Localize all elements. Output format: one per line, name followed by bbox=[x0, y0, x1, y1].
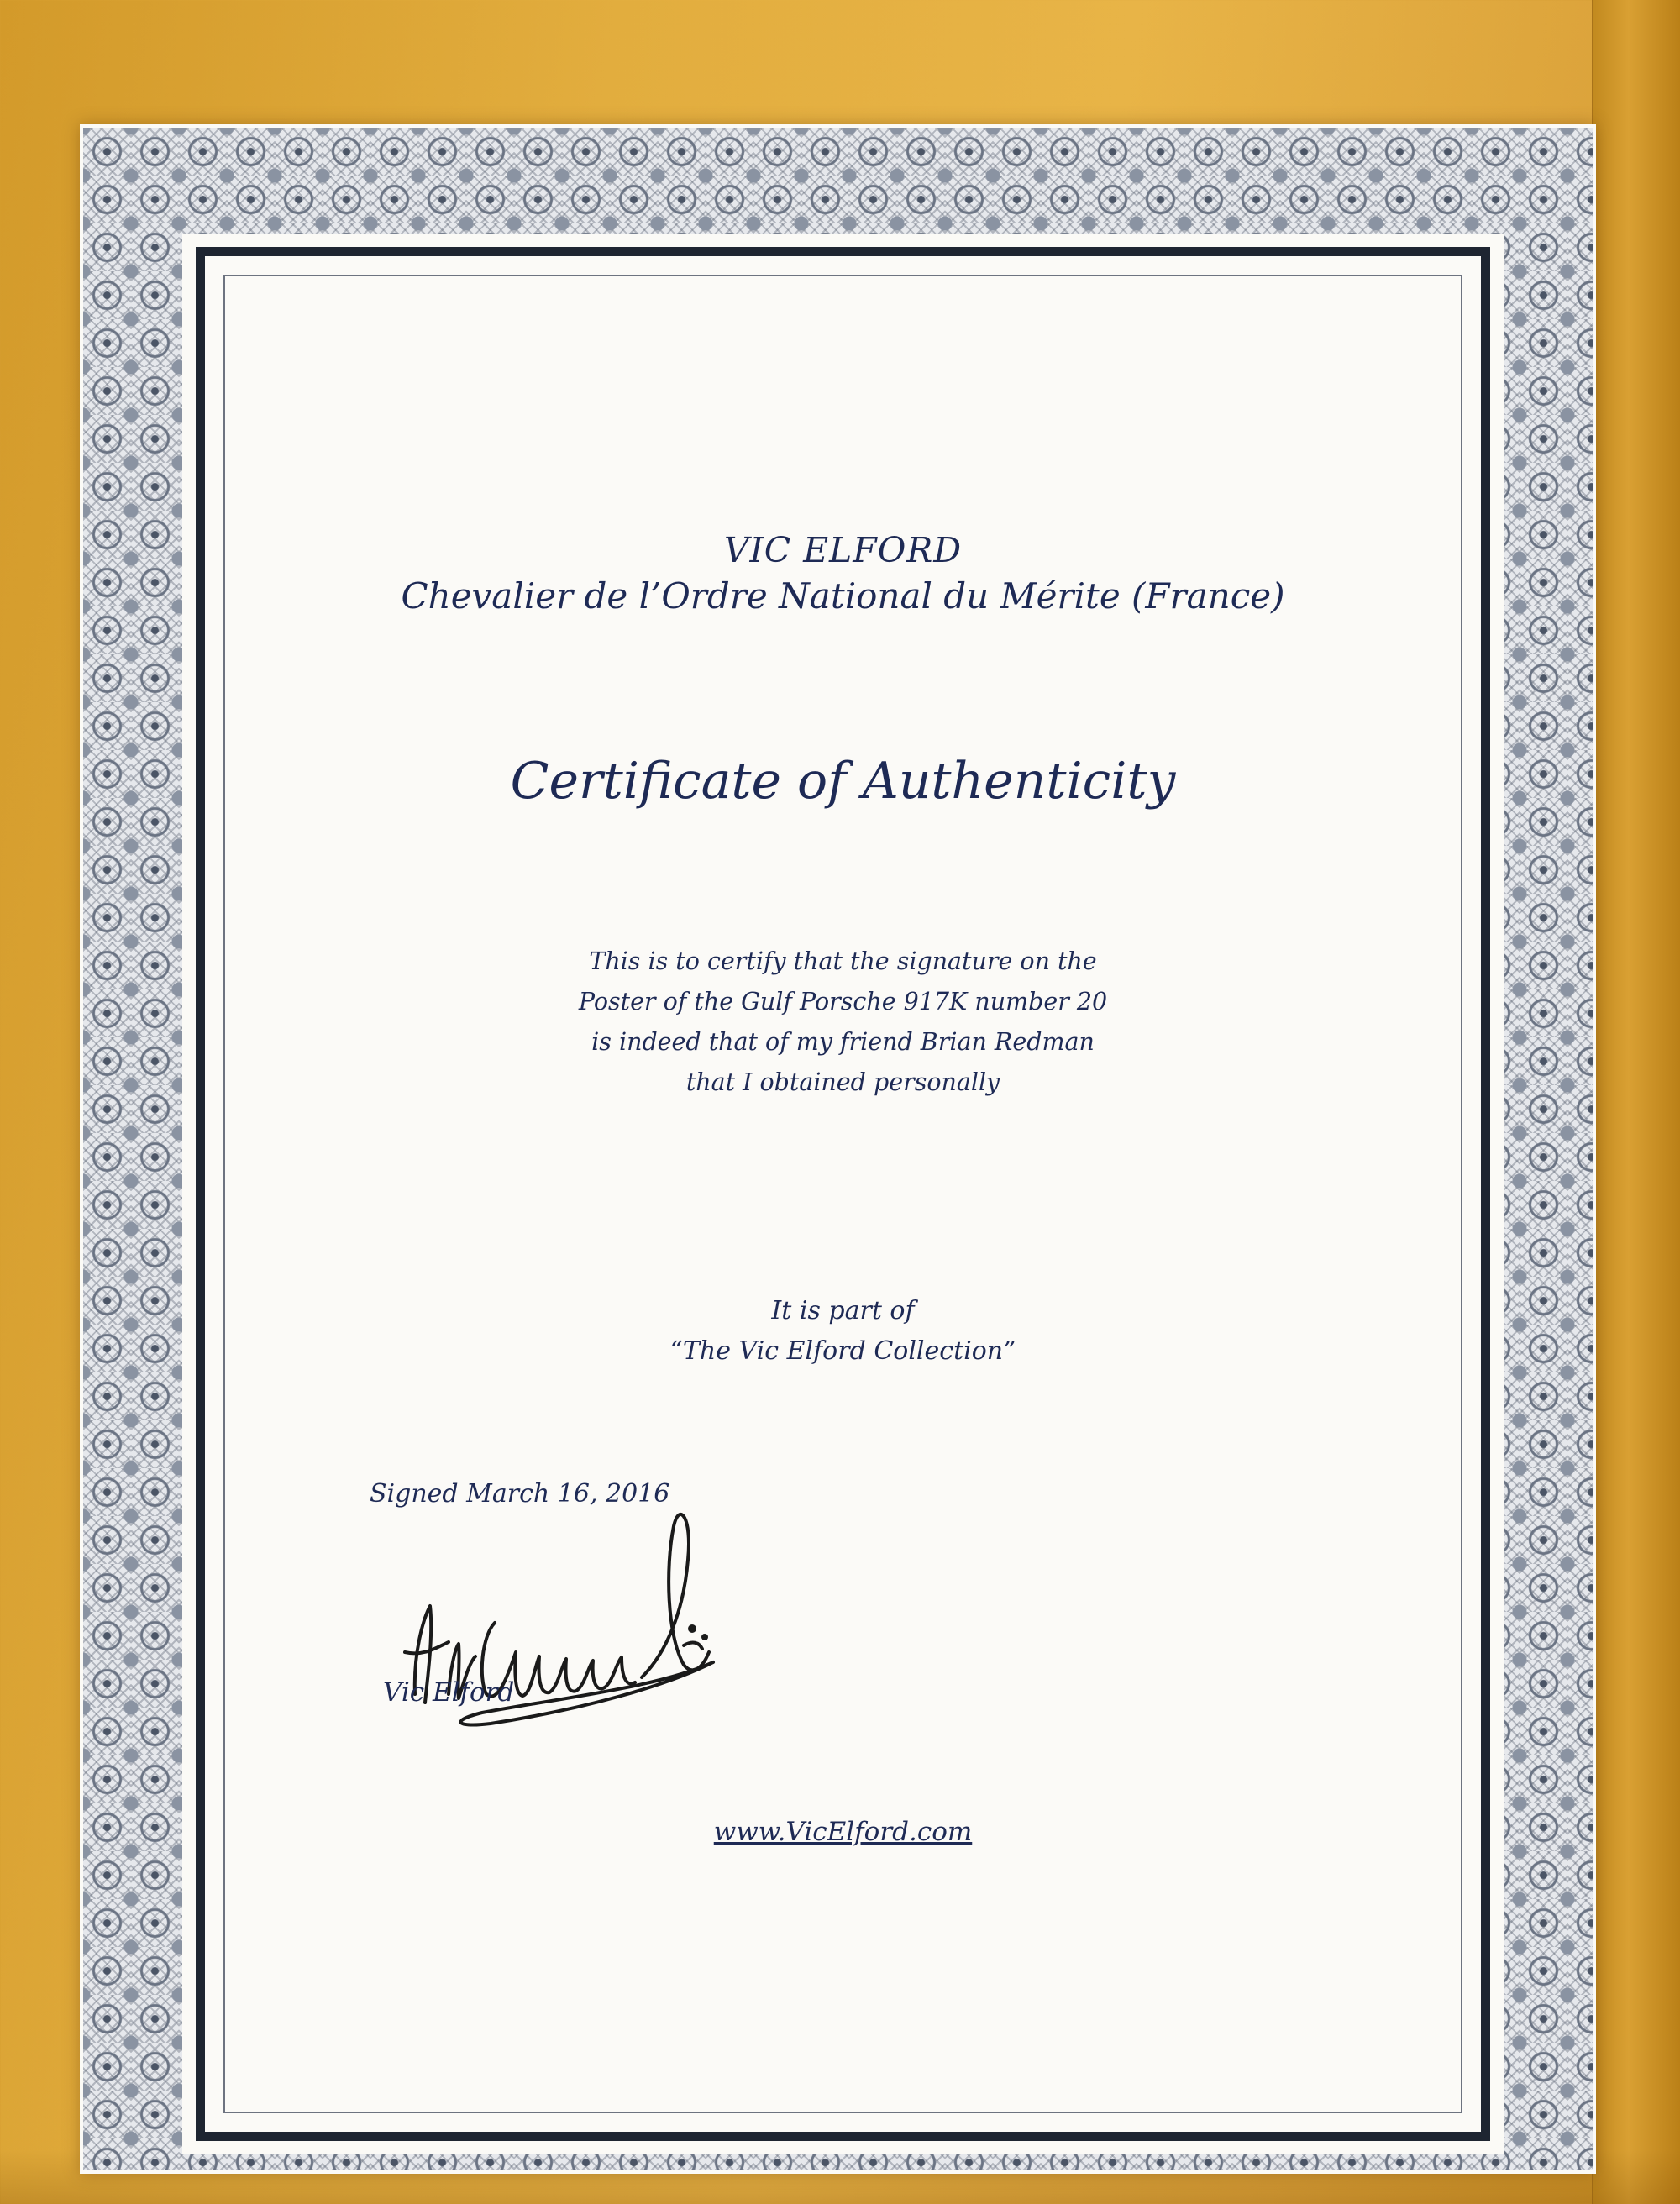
signed-date: Signed March 16, 2016 bbox=[370, 1479, 670, 1509]
certificate-panel bbox=[196, 247, 1490, 2141]
table-edge bbox=[1592, 0, 1680, 2204]
certification-line: Poster of the Gulf Porsche 917K number 20 bbox=[578, 988, 1108, 1015]
certification-text bbox=[205, 942, 1481, 1103]
collection-line: It is part of bbox=[771, 1296, 915, 1325]
website-link[interactable]: www.VicElford.com bbox=[713, 1817, 973, 1847]
signer-name: Vic Elford bbox=[383, 1677, 515, 1708]
certification-line: This is to certify that the signature on the bbox=[589, 947, 1097, 975]
header-name: VIC ELFORD bbox=[723, 530, 963, 570]
collection-text bbox=[205, 1291, 1481, 1372]
certificate-sheet bbox=[80, 124, 1596, 2174]
certification-line: that I obtained personally bbox=[685, 1068, 1000, 1096]
certification-line: is indeed that of my friend Brian Redman bbox=[591, 1028, 1095, 1056]
collection-line: “The Vic Elford Collection” bbox=[669, 1336, 1016, 1366]
certificate-heading: Certificate of Authenticity bbox=[510, 752, 1176, 811]
header-title: Chevalier de l’Ordre National du Mérite (France) bbox=[401, 575, 1285, 617]
